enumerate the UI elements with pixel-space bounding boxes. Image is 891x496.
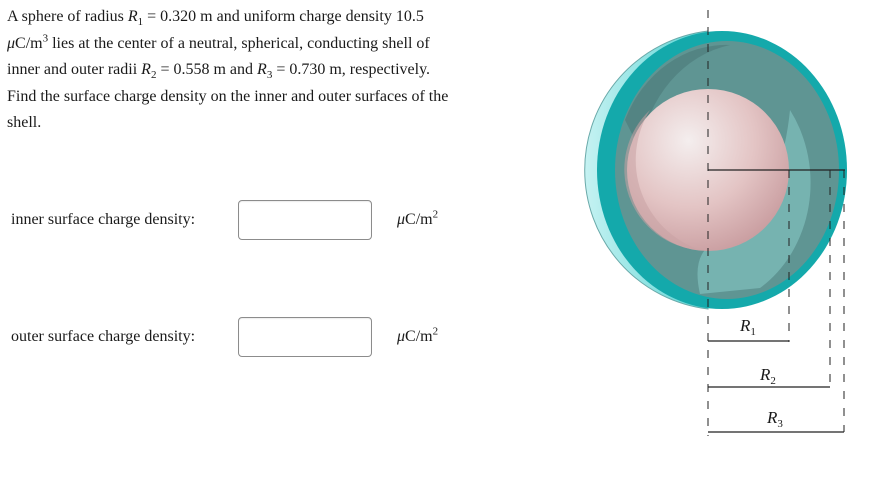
inner-unit-exponent: 2 bbox=[432, 208, 439, 221]
outer-density-label: outer surface charge density: bbox=[11, 328, 196, 345]
inner-unit-cm: C/m bbox=[405, 211, 433, 228]
outer-unit-cm: C/m bbox=[405, 328, 433, 345]
r3-symbol: R bbox=[257, 61, 267, 78]
r2-subscript: 2 bbox=[150, 69, 157, 82]
mu-symbol: μ bbox=[7, 34, 16, 52]
density-unit: C/m bbox=[15, 34, 43, 52]
inner-unit-mu: μ bbox=[397, 211, 406, 228]
problem-text-3: lies at the center of a neutral, spherical, conducting shell of inner and outer radii bbox=[7, 34, 430, 78]
r2-label: $R_2$ bbox=[760, 365, 776, 387]
density-unit-exponent: 3 bbox=[42, 32, 49, 45]
sphere-shell-diagram bbox=[552, 0, 852, 496]
r1-symbol: R bbox=[127, 8, 138, 25]
inner-density-unit bbox=[397, 208, 439, 229]
r3-label: $R_3$ bbox=[767, 408, 783, 430]
outer-density-input[interactable] bbox=[238, 317, 372, 357]
inner-density-label: inner surface charge density: bbox=[11, 211, 196, 228]
inner-density-input[interactable] bbox=[238, 200, 372, 240]
problem-statement bbox=[7, 4, 457, 137]
problem-text-1: A sphere of radius bbox=[7, 8, 128, 25]
r2-symbol: R bbox=[141, 61, 151, 78]
problem-text-4: = 0.558 m and bbox=[156, 61, 258, 78]
problem-text-2: = 0.320 m and uniform charge density 10.5 bbox=[143, 8, 424, 25]
outer-unit-mu: μ bbox=[397, 328, 406, 345]
inner-answer-row bbox=[11, 200, 471, 242]
outer-density-unit bbox=[397, 325, 439, 346]
problem-text-5: = 0.730 m, respectively. Find the surface charge density on the inner and outer surfaces of the shell. bbox=[7, 61, 449, 131]
outer-unit-exponent: 2 bbox=[432, 325, 439, 338]
r1-subscript: 1 bbox=[137, 16, 144, 29]
outer-answer-row bbox=[11, 317, 471, 359]
r3-subscript: 3 bbox=[266, 69, 273, 82]
r1-label: $R_1$ bbox=[740, 316, 756, 338]
